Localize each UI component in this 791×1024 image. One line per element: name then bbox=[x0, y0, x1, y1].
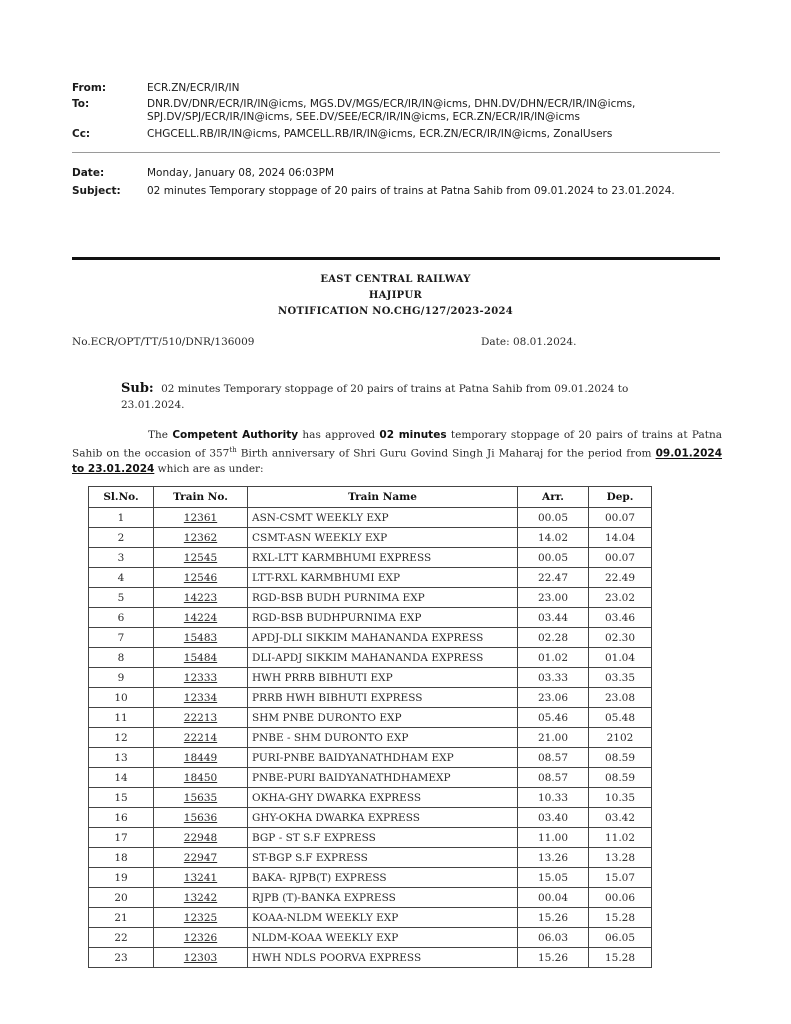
arrival-cell: 21.00 bbox=[518, 728, 589, 748]
ordinal-suffix: th bbox=[229, 446, 237, 454]
arrival-cell: 23.00 bbox=[518, 588, 589, 608]
departure-cell: 11.02 bbox=[589, 828, 652, 848]
train-name-cell: HWH NDLS POORVA EXPRESS bbox=[248, 948, 518, 968]
table-row bbox=[89, 508, 652, 528]
departure-cell: 23.02 bbox=[589, 588, 652, 608]
train-rows bbox=[89, 508, 652, 968]
sl-no-cell: 14 bbox=[89, 768, 154, 788]
table-row bbox=[89, 828, 652, 848]
arrival-cell: 15.26 bbox=[518, 908, 589, 928]
arrival-cell: 03.40 bbox=[518, 808, 589, 828]
train-name-cell: RXL-LTT KARMBHUMI EXPRESS bbox=[248, 548, 518, 568]
train-no-cell: 12334 bbox=[154, 688, 248, 708]
train-no-cell: 22948 bbox=[154, 828, 248, 848]
train-no-cell: 18449 bbox=[154, 748, 248, 768]
train-no-cell: 22213 bbox=[154, 708, 248, 728]
table-row bbox=[89, 648, 652, 668]
departure-cell: 01.04 bbox=[589, 648, 652, 668]
col-sl-no: Sl.No. bbox=[89, 487, 154, 508]
sl-no-cell: 2 bbox=[89, 528, 154, 548]
sl-no-cell: 4 bbox=[89, 568, 154, 588]
table-row bbox=[89, 848, 652, 868]
train-no-cell: 12546 bbox=[154, 568, 248, 588]
body-paragraph bbox=[72, 428, 722, 477]
train-no-cell: 12325 bbox=[154, 908, 248, 928]
departure-cell: 08.59 bbox=[589, 748, 652, 768]
subject-value: 02 minutes Temporary stoppage of 20 pairs of trains at Patna Sahib from 09.01.2024 to 23.01.2024. bbox=[147, 185, 675, 197]
header-divider bbox=[72, 152, 720, 153]
subject-line bbox=[121, 381, 681, 413]
notification-title: NOTIFICATION NO.CHG/127/2023-2024 bbox=[278, 306, 513, 317]
train-name-cell: CSMT-ASN WEEKLY EXP bbox=[248, 528, 518, 548]
arrival-cell: 03.33 bbox=[518, 668, 589, 688]
sl-no-cell: 18 bbox=[89, 848, 154, 868]
departure-cell: 03.35 bbox=[589, 668, 652, 688]
departure-cell: 2102 bbox=[589, 728, 652, 748]
stoppage-period: 09.01.2024 to 23.01.2024 bbox=[72, 447, 723, 475]
table-row bbox=[89, 908, 652, 928]
table-row bbox=[89, 588, 652, 608]
table-row bbox=[89, 608, 652, 628]
train-no-cell: 12326 bbox=[154, 928, 248, 948]
train-name-cell: OKHA-GHY DWARKA EXPRESS bbox=[248, 788, 518, 808]
sl-no-cell: 21 bbox=[89, 908, 154, 928]
departure-cell: 08.59 bbox=[589, 768, 652, 788]
para-text-4: Birth anniversary of Shri Guru Govind Singh Ji Maharaj for the period from bbox=[236, 447, 656, 460]
train-name-cell: BGP - ST S.F EXPRESS bbox=[248, 828, 518, 848]
col-train-no: Train No. bbox=[154, 487, 248, 508]
sl-no-cell: 22 bbox=[89, 928, 154, 948]
arrival-cell: 00.05 bbox=[518, 548, 589, 568]
sub-text: 02 minutes Temporary stoppage of 20 pairs of trains at Patna Sahib from 09.01.2024 to 23.01.2024. bbox=[121, 383, 629, 411]
departure-cell: 05.48 bbox=[589, 708, 652, 728]
train-name-cell: RGD-BSB BUDH PURNIMA EXP bbox=[248, 588, 518, 608]
table-header-row bbox=[89, 487, 652, 508]
table-row bbox=[89, 808, 652, 828]
reference-number: No.ECR/OPT/TT/510/DNR/136009 bbox=[72, 336, 255, 348]
arrival-cell: 11.00 bbox=[518, 828, 589, 848]
table-row bbox=[89, 928, 652, 948]
train-name-cell: PNBE-PURI BAIDYANATHDHAMEXP bbox=[248, 768, 518, 788]
train-no-cell: 14224 bbox=[154, 608, 248, 628]
arrival-cell: 10.33 bbox=[518, 788, 589, 808]
train-no-cell: 15635 bbox=[154, 788, 248, 808]
train-no-cell: 14223 bbox=[154, 588, 248, 608]
document-divider bbox=[72, 257, 720, 260]
sl-no-cell: 1 bbox=[89, 508, 154, 528]
arrival-cell: 15.26 bbox=[518, 948, 589, 968]
departure-cell: 22.49 bbox=[589, 568, 652, 588]
table-row bbox=[89, 888, 652, 908]
train-no-cell: 12303 bbox=[154, 948, 248, 968]
sub-label: Sub: bbox=[121, 381, 154, 396]
departure-cell: 00.07 bbox=[589, 508, 652, 528]
sl-no-cell: 6 bbox=[89, 608, 154, 628]
subject-label: Subject: bbox=[72, 185, 121, 197]
departure-cell: 15.28 bbox=[589, 948, 652, 968]
departure-cell: 02.30 bbox=[589, 628, 652, 648]
train-name-cell: BAKA- RJPB(T) EXPRESS bbox=[248, 868, 518, 888]
cc-value: CHGCELL.RB/IR/IN@icms, PAMCELL.RB/IR/IN@icms, ECR.ZN/ECR/IR/IN@icms, ZonalUsers bbox=[147, 128, 613, 140]
train-name-cell: GHY-OKHA DWARKA EXPRESS bbox=[248, 808, 518, 828]
sl-no-cell: 23 bbox=[89, 948, 154, 968]
table-row bbox=[89, 868, 652, 888]
table-row bbox=[89, 528, 652, 548]
table-row bbox=[89, 628, 652, 648]
train-table bbox=[88, 486, 652, 968]
train-name-cell: RJPB (T)-BANKA EXPRESS bbox=[248, 888, 518, 908]
departure-cell: 14.04 bbox=[589, 528, 652, 548]
stoppage-minutes: 02 minutes bbox=[379, 429, 447, 441]
arrival-cell: 03.44 bbox=[518, 608, 589, 628]
table-row bbox=[89, 748, 652, 768]
date-value: Monday, January 08, 2024 06:03PM bbox=[147, 167, 335, 179]
train-name-cell: KOAA-NLDM WEEKLY EXP bbox=[248, 908, 518, 928]
departure-cell: 03.42 bbox=[589, 808, 652, 828]
train-name-cell: ASN-CSMT WEEKLY EXP bbox=[248, 508, 518, 528]
org-place: HAJIPUR bbox=[368, 290, 423, 301]
departure-cell: 10.35 bbox=[589, 788, 652, 808]
to-value: DNR.DV/DNR/ECR/IR/IN@icms, MGS.DV/MGS/ECR/IR/IN@icms, DHN.DV/DHN/ECR/IR/IN@icms, SPJ.DV/SPJ/ECR/IR/IN@icms, SEE.DV/SEE/ECR/IR/IN@icms, ECR.ZN/ECR/IR/IN@icms bbox=[147, 98, 636, 123]
arrival-cell: 08.57 bbox=[518, 748, 589, 768]
table-row bbox=[89, 948, 652, 968]
para-text-1: The bbox=[148, 429, 173, 441]
table-row bbox=[89, 788, 652, 808]
train-name-cell: SHM PNBE DURONTO EXP bbox=[248, 708, 518, 728]
sl-no-cell: 7 bbox=[89, 628, 154, 648]
train-name-cell: APDJ-DLI SIKKIM MAHANANDA EXPRESS bbox=[248, 628, 518, 648]
train-name-cell: PRRB HWH BIBHUTI EXPRESS bbox=[248, 688, 518, 708]
sl-no-cell: 11 bbox=[89, 708, 154, 728]
from-value: ECR.ZN/ECR/IR/IN bbox=[147, 82, 240, 94]
train-no-cell: 15636 bbox=[154, 808, 248, 828]
train-name-cell: PURI-PNBE BAIDYANATHDHAM EXP bbox=[248, 748, 518, 768]
sl-no-cell: 13 bbox=[89, 748, 154, 768]
sl-no-cell: 15 bbox=[89, 788, 154, 808]
train-no-cell: 12361 bbox=[154, 508, 248, 528]
org-name: EAST CENTRAL RAILWAY bbox=[320, 274, 471, 285]
train-no-cell: 12545 bbox=[154, 548, 248, 568]
arrival-cell: 06.03 bbox=[518, 928, 589, 948]
table-row bbox=[89, 708, 652, 728]
train-name-cell: HWH PRRB BIBHUTI EXP bbox=[248, 668, 518, 688]
train-no-cell: 12333 bbox=[154, 668, 248, 688]
para-text-3: temporary stoppage of 20 pairs of trains at Patna Sahib on the occasion of 357 bbox=[72, 429, 722, 460]
arrival-cell: 01.02 bbox=[518, 648, 589, 668]
departure-cell: 03.46 bbox=[589, 608, 652, 628]
table-row bbox=[89, 768, 652, 788]
date-label: Date: bbox=[72, 167, 105, 179]
arrival-cell: 14.02 bbox=[518, 528, 589, 548]
arrival-cell: 23.06 bbox=[518, 688, 589, 708]
reference-date: Date: 08.01.2024. bbox=[481, 336, 577, 348]
sl-no-cell: 16 bbox=[89, 808, 154, 828]
arrival-cell: 08.57 bbox=[518, 768, 589, 788]
para-text-5: which are as under: bbox=[154, 462, 264, 475]
table-row bbox=[89, 548, 652, 568]
train-name-cell: ST-BGP S.F EXPRESS bbox=[248, 848, 518, 868]
train-no-cell: 15484 bbox=[154, 648, 248, 668]
sl-no-cell: 3 bbox=[89, 548, 154, 568]
train-name-cell: NLDM-KOAA WEEKLY EXP bbox=[248, 928, 518, 948]
arrival-cell: 22.47 bbox=[518, 568, 589, 588]
arrival-cell: 13.26 bbox=[518, 848, 589, 868]
arrival-cell: 02.28 bbox=[518, 628, 589, 648]
sl-no-cell: 9 bbox=[89, 668, 154, 688]
arrival-cell: 15.05 bbox=[518, 868, 589, 888]
to-label: To: bbox=[72, 98, 90, 110]
train-name-cell: RGD-BSB BUDHPURNIMA EXP bbox=[248, 608, 518, 628]
arrival-cell: 00.04 bbox=[518, 888, 589, 908]
train-name-cell: PNBE - SHM DURONTO EXP bbox=[248, 728, 518, 748]
table-row bbox=[89, 668, 652, 688]
table-row bbox=[89, 568, 652, 588]
sl-no-cell: 10 bbox=[89, 688, 154, 708]
train-no-cell: 13241 bbox=[154, 868, 248, 888]
arrival-cell: 05.46 bbox=[518, 708, 589, 728]
train-no-cell: 22214 bbox=[154, 728, 248, 748]
table-row bbox=[89, 688, 652, 708]
col-train-name: Train Name bbox=[248, 487, 518, 508]
departure-cell: 00.06 bbox=[589, 888, 652, 908]
arrival-cell: 00.05 bbox=[518, 508, 589, 528]
sl-no-cell: 12 bbox=[89, 728, 154, 748]
col-departure: Dep. bbox=[589, 487, 652, 508]
departure-cell: 13.28 bbox=[589, 848, 652, 868]
sl-no-cell: 20 bbox=[89, 888, 154, 908]
train-no-cell: 15483 bbox=[154, 628, 248, 648]
cc-label: Cc: bbox=[72, 128, 91, 140]
sl-no-cell: 5 bbox=[89, 588, 154, 608]
competent-authority: Competent Authority bbox=[172, 429, 299, 441]
train-no-cell: 12362 bbox=[154, 528, 248, 548]
departure-cell: 15.28 bbox=[589, 908, 652, 928]
departure-cell: 06.05 bbox=[589, 928, 652, 948]
sl-no-cell: 19 bbox=[89, 868, 154, 888]
train-no-cell: 22947 bbox=[154, 848, 248, 868]
col-arrival: Arr. bbox=[518, 487, 589, 508]
train-name-cell: DLI-APDJ SIKKIM MAHANANDA EXPRESS bbox=[248, 648, 518, 668]
para-text-2: has approved bbox=[298, 429, 380, 441]
from-label: From: bbox=[72, 82, 107, 94]
departure-cell: 23.08 bbox=[589, 688, 652, 708]
train-name-cell: LTT-RXL KARMBHUMI EXP bbox=[248, 568, 518, 588]
sl-no-cell: 17 bbox=[89, 828, 154, 848]
departure-cell: 15.07 bbox=[589, 868, 652, 888]
departure-cell: 00.07 bbox=[589, 548, 652, 568]
sl-no-cell: 8 bbox=[89, 648, 154, 668]
table-row bbox=[89, 728, 652, 748]
train-no-cell: 13242 bbox=[154, 888, 248, 908]
train-no-cell: 18450 bbox=[154, 768, 248, 788]
